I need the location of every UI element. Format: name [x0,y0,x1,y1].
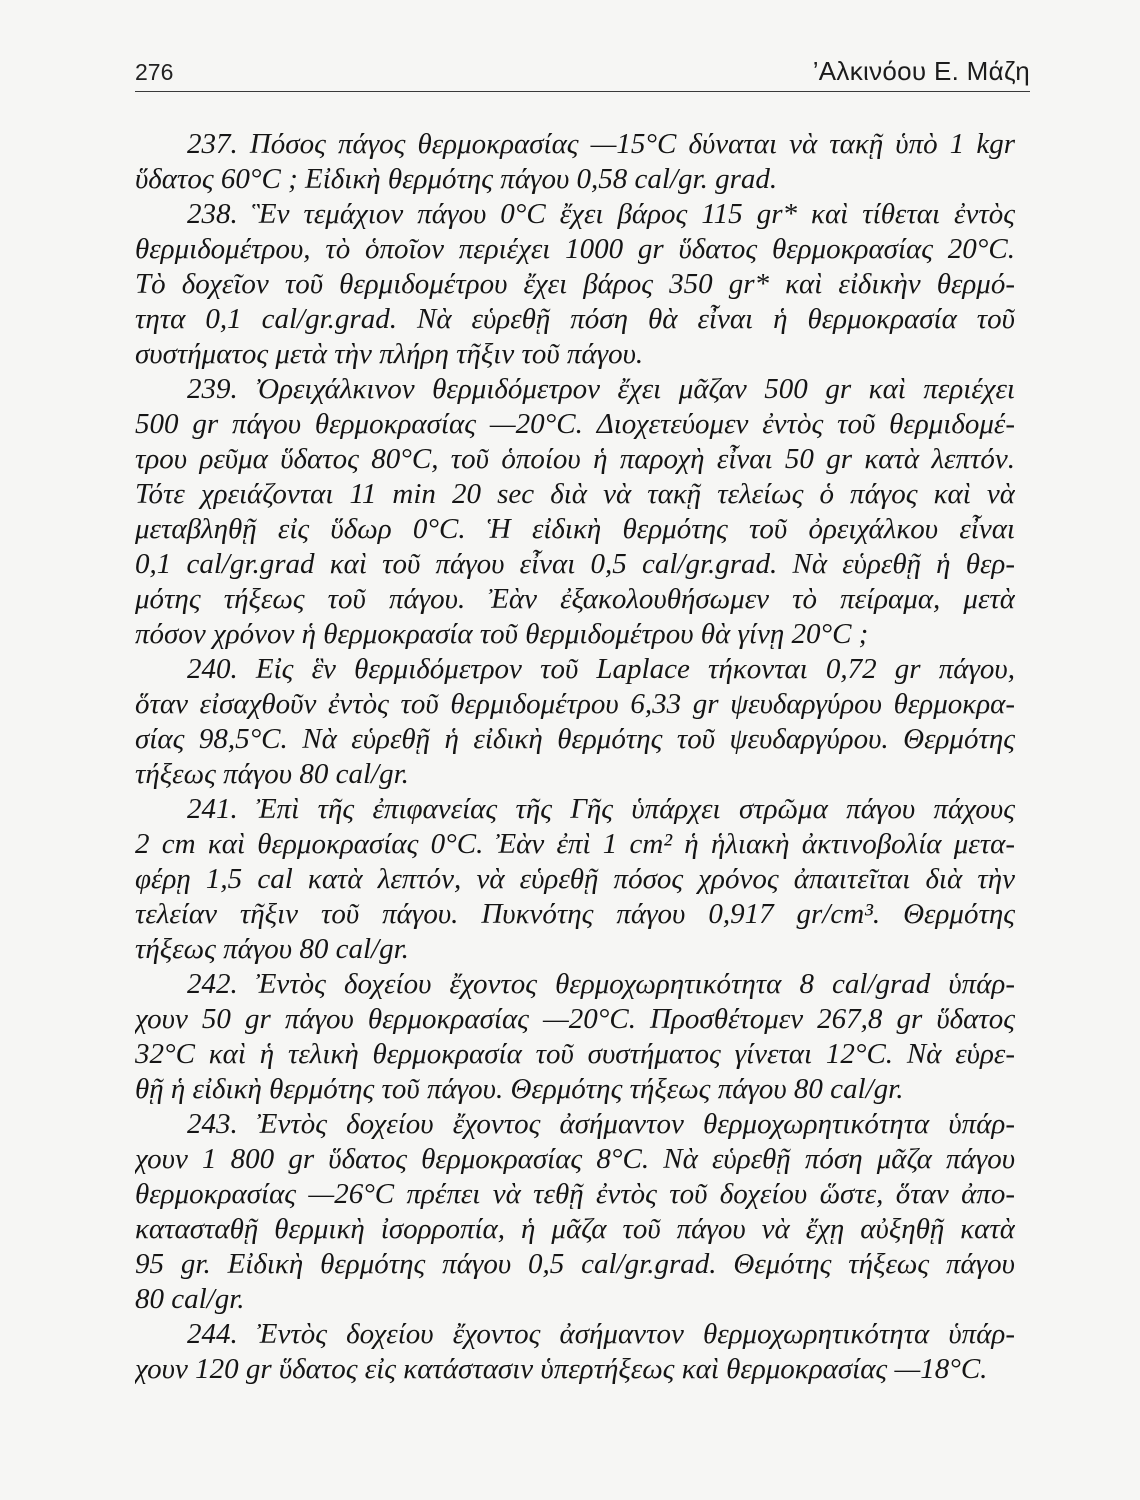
text-line: 2 cm καὶ θερμοκρασίας 0°C. Ἐὰν ἐπὶ 1 cm² ἡ ἡλιακὴ ἀκτινοβολία μετα- [135,828,1015,860]
text-line: 500 gr πάγου θερμοκρασίας —20°C. Διοχετεύομεν ἐντὸς τοῦ θερμιδομέ- [135,408,1015,440]
text-line: κατασταθῇ θερμικὴ ἰσορροπία, ἡ μᾶζα τοῦ πάγου νὰ ἔχῃ αὐξηθῇ κατὰ [135,1213,1015,1245]
problem-244-first-line: 244. Ἐντὸς δοχείου ἔχοντος ἀσήμαντον θερμοχωρητικότητα ὑπάρ- [187,1318,1015,1350]
text-line: τρου ρεῦμα ὕδατος 80°C, τοῦ ὁποίου ἡ παροχὴ εἶναι 50 gr κατὰ λεπτόν. [135,443,1015,475]
text-line: φέρῃ 1,5 cal κατὰ λεπτόν, νὰ εὑρεθῇ πόσος χρόνος ἀπαιτεῖται διὰ τὴν [135,863,1015,895]
problem-241 [135,792,1015,967]
problem-239-first-line: 239. Ὀρειχάλκινον θερμιδόμετρον ἔχει μᾶζαν 500 gr καὶ περιέχει [187,373,1015,405]
text-line: σίας 98,5°C. Νὰ εὑρεθῇ ἡ εἰδικὴ θερμότης τοῦ ψευδαργύρου. Θερμότης [135,723,1015,755]
text-line: 32°C καὶ ἡ τελικὴ θερμοκρασία τοῦ συστήματος γίνεται 12°C. Νὰ εὑρε- [135,1038,1015,1070]
text-line: τελείαν τῆξιν τοῦ πάγου. Πυκνότης πάγου 0,917 gr/cm³. Θερμότης [135,898,1015,930]
page-number: 276 [135,59,174,85]
text-line: Τότε χρειάζονται 11 min 20 sec διὰ νὰ τακῇ τελείως ὁ πάγος καὶ νὰ [135,478,1015,510]
text-line: 0,1 cal/gr.grad καὶ τοῦ πάγου εἶναι 0,5 cal/gr.grad. Νὰ εὑρεθῇ ἡ θερ- [135,548,1015,580]
problems-text-block [135,127,1015,1387]
text-line: χουν 1 800 gr ὕδατος θερμοκρασίας 8°C. Νὰ εὑρεθῇ πόση μᾶζα πάγου [135,1143,1015,1175]
text-line: θῇ ἡ εἰδικὴ θερμότης τοῦ πάγου. Θερμότης τήξεως πάγου 80 cal/gr. [135,1073,904,1105]
problem-237-first-line: 237. Πόσος πάγος θερμοκρασίας —15°C δύναται νὰ τακῇ ὑπὸ 1 kgr [187,128,1015,160]
text-line: ὅταν εἰσαχθοῦν ἐντὸς τοῦ θερμιδομέτρου 6,33 gr ψευδαργύρου θερμοκρα- [135,688,1015,720]
problem-242-first-line: 242. Ἐντὸς δοχείου ἔχοντος θερμοχωρητικότητα 8 cal/grad ὑπάρ- [187,968,1015,1000]
text-line: Τὸ δοχεῖον τοῦ θερμιδομέτρου ἔχει βάρος 350 gr* καὶ εἰδικὴν θερμό- [135,268,1015,300]
text-line: χουν 120 gr ὕδατος εἰς κατάστασιν ὑπερτήξεως καὶ θερμοκρασίας —18°C. [135,1353,988,1385]
text-line: τητα 0,1 cal/gr.grad. Νὰ εὑρεθῇ πόση θὰ εἶναι ἡ θερμοκρασία τοῦ [135,303,1015,335]
text-line: θερμιδομέτρου, τὸ ὁποῖον περιέχει 1000 gr ὕδατος θερμοκρασίας 20°C. [135,233,1015,265]
text-line: 95 gr. Εἰδικὴ θερμότης πάγου 0,5 cal/gr.grad. Θεμότης τήξεως πάγου [135,1248,1015,1280]
text-line: ὕδατος 60°C ; Εἰδικὴ θερμότης πάγου 0,58 cal/gr. grad. [135,163,778,195]
problem-243 [135,1107,1015,1317]
text-line: τήξεως πάγου 80 cal/gr. [135,758,409,790]
problem-237 [135,127,1015,197]
problem-240-first-line: 240. Εἰς ἓν θερμιδόμετρον τοῦ Laplace τήκονται 0,72 gr πάγου, [187,653,1015,685]
running-title-author: ’Αλκινόου Ε. Μάζη [812,56,1030,86]
problem-242 [135,967,1015,1107]
text-line: θερμοκρασίας —26°C πρέπει νὰ τεθῇ ἐντὸς τοῦ δοχείου ὥστε, ὅταν ἀπο- [135,1178,1015,1210]
problem-239 [135,372,1015,652]
problem-238 [135,197,1015,372]
text-line: πόσον χρόνον ἡ θερμοκρασία τοῦ θερμιδομέτρου θὰ γίνῃ 20°C ; [135,618,869,650]
text-line: χουν 50 gr πάγου θερμοκρασίας —20°C. Προσθέτομεν 267,8 gr ὕδατος [135,1003,1015,1035]
problem-243-first-line: 243. Ἐντὸς δοχείου ἔχοντος ἀσήμαντον θερμοχωρητικότητα ὑπάρ- [187,1108,1015,1140]
text-line: τήξεως πάγου 80 cal/gr. [135,933,409,965]
problem-244 [135,1317,1015,1387]
problem-240 [135,652,1015,792]
page-header [135,56,1030,92]
problem-241-first-line: 241. Ἐπὶ τῆς ἐπιφανείας τῆς Γῆς ὑπάρχει στρῶμα πάγου πάχους [187,793,1015,825]
problem-238-first-line: 238. Ἓν τεμάχιον πάγου 0°C ἔχει βάρος 115 gr* καὶ τίθεται ἐντὸς [187,198,1015,230]
text-line: μεταβληθῇ εἰς ὕδωρ 0°C. Ἡ εἰδικὴ θερμότης τοῦ ὀρειχάλκου εἶναι [135,513,1015,545]
text-line: συστήματος μετὰ τὴν πλήρη τῆξιν τοῦ πάγου. [135,338,644,370]
text-line: 80 cal/gr. [135,1283,245,1315]
text-line: μότης τήξεως τοῦ πάγου. Ἐὰν ἐξακολουθήσωμεν τὸ πείραμα, μετὰ [135,583,1015,615]
